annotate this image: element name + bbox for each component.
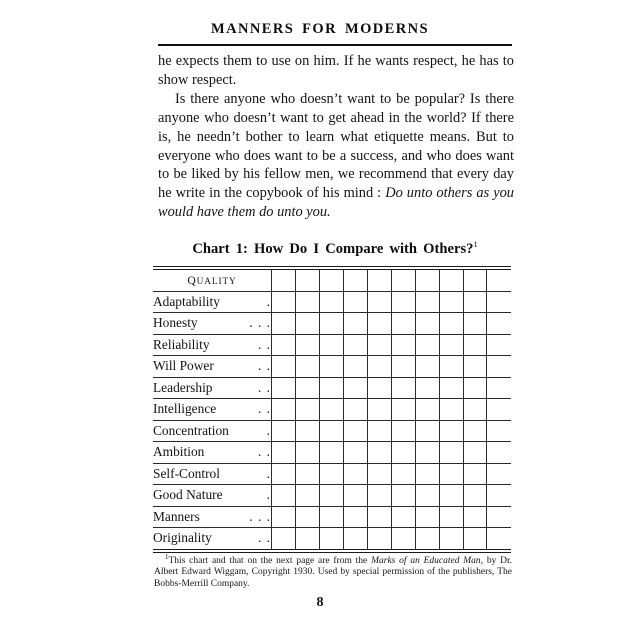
chart-cell[interactable]: [319, 313, 343, 335]
table-bottom-rule: [153, 549, 511, 553]
chart-cell[interactable]: [272, 506, 296, 528]
quality-header-rest: UALITY: [196, 277, 237, 288]
quality-label-cell: [153, 485, 272, 507]
chart-cell[interactable]: [439, 442, 463, 464]
chart-cell[interactable]: [391, 270, 415, 291]
chart-cell[interactable]: [391, 485, 415, 507]
chart-cell[interactable]: [319, 334, 343, 356]
chart-cell[interactable]: [415, 506, 439, 528]
running-head-title: MANNERS FOR MODERNS: [211, 21, 429, 37]
paragraph-2-text: Is there anyone who doesn’t want to be popular? Is there anyone who doesn’t want to get ahead in the world? If there is, he needn’t bother to learn what etiquette means. But to everyone who does want to be a success, and who does want to be liked by his fellow men, we recommend that every day he write in the copybook of his mind :: [158, 90, 514, 202]
quality-label: Originality: [153, 530, 212, 546]
chart-cell[interactable]: [439, 399, 463, 421]
chart-cell[interactable]: [415, 463, 439, 485]
chart-cell[interactable]: [415, 334, 439, 356]
chart-cell[interactable]: [272, 270, 296, 291]
table-row: [153, 377, 511, 399]
quality-header-label: [187, 274, 237, 288]
chart-cell[interactable]: [272, 528, 296, 549]
quality-label: Concentration: [153, 422, 229, 438]
chart-cell[interactable]: [343, 442, 367, 464]
chart-cell[interactable]: [343, 377, 367, 399]
chart-cell[interactable]: [343, 270, 367, 291]
chart-cell[interactable]: [391, 442, 415, 464]
chart-cell[interactable]: [367, 485, 391, 507]
chart-cell[interactable]: [272, 313, 296, 335]
dot-leader: . .: [257, 530, 271, 546]
chart-cell[interactable]: [319, 377, 343, 399]
chart-cell[interactable]: [487, 463, 511, 485]
chart-cell[interactable]: [439, 270, 463, 291]
dot-leader: .: [266, 293, 271, 309]
chart-cell[interactable]: [343, 356, 367, 378]
chart-cell[interactable]: [463, 377, 487, 399]
chart-cell[interactable]: [367, 399, 391, 421]
comparison-chart: [153, 266, 511, 553]
quality-label-cell: [153, 442, 272, 464]
quality-label: Honesty: [153, 315, 198, 331]
chart-cell[interactable]: [272, 334, 296, 356]
chart-cell[interactable]: [367, 377, 391, 399]
footnote: [154, 552, 513, 590]
chart-cell[interactable]: [295, 420, 319, 442]
dot-leader: . .: [257, 358, 271, 374]
chart-cell[interactable]: [343, 485, 367, 507]
table-row: [153, 420, 511, 442]
chart-cell[interactable]: [487, 485, 511, 507]
chart-cell[interactable]: [367, 270, 391, 291]
dot-leader: . .: [257, 336, 271, 352]
chart-cell[interactable]: [439, 313, 463, 335]
quality-label: Good Nature: [153, 487, 223, 503]
quality-label-cell: [153, 528, 272, 549]
chart-cell[interactable]: [367, 334, 391, 356]
quality-label-cell: [153, 356, 272, 378]
quality-label-cell: [153, 313, 272, 335]
chart-cell[interactable]: [391, 399, 415, 421]
chart-cell[interactable]: [415, 399, 439, 421]
chart-cell[interactable]: [272, 442, 296, 464]
chart-cell[interactable]: [463, 420, 487, 442]
chart-cell[interactable]: [415, 377, 439, 399]
quality-label: Ambition: [153, 444, 205, 460]
chart-cell[interactable]: [415, 485, 439, 507]
chart-cell[interactable]: [343, 463, 367, 485]
chart-cell[interactable]: [391, 291, 415, 313]
chart-cell[interactable]: [367, 291, 391, 313]
chart-cell[interactable]: [415, 291, 439, 313]
chart-cell[interactable]: [319, 270, 343, 291]
paragraph-1: he expects them to use on him. If he wants respect, he has to show respect.: [158, 53, 514, 88]
paragraph-2: [158, 90, 514, 222]
chart-cell[interactable]: [319, 356, 343, 378]
body-text: [158, 52, 514, 222]
chart-cell[interactable]: [487, 442, 511, 464]
chart-cell[interactable]: [343, 334, 367, 356]
dot-leader: . . .: [249, 508, 271, 524]
chart-cell[interactable]: [295, 528, 319, 549]
chart-cell[interactable]: [319, 485, 343, 507]
chart-cell[interactable]: [295, 334, 319, 356]
chart-cell[interactable]: [415, 313, 439, 335]
chart-cell[interactable]: [391, 528, 415, 549]
chart-cell[interactable]: [463, 485, 487, 507]
chart-cell[interactable]: [272, 356, 296, 378]
chart-cell[interactable]: [367, 528, 391, 549]
chart-cell[interactable]: [367, 313, 391, 335]
table-row: [153, 506, 511, 528]
chart-cell[interactable]: [415, 270, 439, 291]
chart-cell[interactable]: [487, 356, 511, 378]
chart-cell[interactable]: [295, 313, 319, 335]
quality-label-cell: [153, 463, 272, 485]
chart-cell[interactable]: [343, 420, 367, 442]
chart-cell[interactable]: [463, 463, 487, 485]
chart-cell[interactable]: [272, 463, 296, 485]
quality-label: Intelligence: [153, 401, 217, 417]
quality-header-initial: Q: [187, 274, 197, 288]
running-head: [0, 20, 640, 38]
chart-cell[interactable]: [463, 291, 487, 313]
table-row: [153, 528, 511, 549]
chart-cell[interactable]: [343, 528, 367, 549]
dot-leader: .: [266, 465, 271, 481]
chart-cell[interactable]: [487, 399, 511, 421]
chart-cell[interactable]: [319, 420, 343, 442]
chart-cell[interactable]: [439, 334, 463, 356]
chart-cell[interactable]: [463, 334, 487, 356]
dot-leader: . .: [257, 379, 271, 395]
footnote-indent: [154, 556, 165, 566]
chart-cell[interactable]: [319, 506, 343, 528]
chart-cell[interactable]: [439, 420, 463, 442]
quality-label: Leadership: [153, 379, 213, 395]
quality-label-cell: [153, 506, 272, 528]
quality-label: Self-Control: [153, 465, 220, 481]
table-row: [153, 442, 511, 464]
chart-cell[interactable]: [295, 485, 319, 507]
dot-leader: .: [266, 487, 271, 503]
quality-label-cell: [153, 399, 272, 421]
chart-cell[interactable]: [367, 463, 391, 485]
chart-cell[interactable]: [487, 528, 511, 549]
table-row: [153, 334, 511, 356]
quality-label-cell: [153, 420, 272, 442]
chart-cell[interactable]: [415, 442, 439, 464]
chart-cell[interactable]: [391, 506, 415, 528]
chart-cell[interactable]: [391, 334, 415, 356]
chart-caption-text: Chart 1: How Do I Compare with Others?: [192, 241, 474, 257]
chart-cell[interactable]: [295, 377, 319, 399]
table-row: [153, 399, 511, 421]
chart-cell[interactable]: [439, 356, 463, 378]
chart-cell[interactable]: [367, 442, 391, 464]
quality-label-cell: [153, 291, 272, 313]
chart-cell[interactable]: [439, 377, 463, 399]
footnote-marker: 1: [165, 552, 169, 561]
chart-cell[interactable]: [463, 399, 487, 421]
chart-cell[interactable]: [319, 463, 343, 485]
chart-cell[interactable]: [487, 377, 511, 399]
chart-cell[interactable]: [295, 291, 319, 313]
chart-cell[interactable]: [391, 377, 415, 399]
quality-label-cell: [153, 334, 272, 356]
chart-cell[interactable]: [439, 463, 463, 485]
chart-cell[interactable]: [343, 399, 367, 421]
chart-cell[interactable]: [343, 506, 367, 528]
chart-cell[interactable]: [487, 506, 511, 528]
chart-cell[interactable]: [319, 442, 343, 464]
chart-cell[interactable]: [319, 528, 343, 549]
footnote-book-title: Marks of an Educated Man: [371, 556, 481, 566]
chart-cell[interactable]: [367, 506, 391, 528]
dot-leader: .: [266, 422, 271, 438]
dot-leader: . .: [257, 444, 271, 460]
chart-cell[interactable]: [439, 485, 463, 507]
chart-cell[interactable]: [415, 528, 439, 549]
chart-cell[interactable]: [463, 313, 487, 335]
chart-cell[interactable]: [439, 506, 463, 528]
chart-cell[interactable]: [487, 313, 511, 335]
chart-cell[interactable]: [343, 291, 367, 313]
chart-cell[interactable]: [295, 399, 319, 421]
chart-cell[interactable]: [439, 291, 463, 313]
table-row: [153, 291, 511, 313]
page-number: 8: [316, 595, 324, 610]
header-rule: [158, 44, 512, 46]
chart-cell[interactable]: [295, 463, 319, 485]
chart-cell[interactable]: [415, 356, 439, 378]
table-body: [153, 270, 511, 549]
chart-cell[interactable]: [272, 377, 296, 399]
chart-cell[interactable]: [272, 399, 296, 421]
chart-cell[interactable]: [463, 356, 487, 378]
quality-label: Will Power: [153, 358, 214, 374]
chart-cell[interactable]: [487, 420, 511, 442]
dot-leader: . . .: [249, 315, 271, 331]
chart-cell[interactable]: [295, 506, 319, 528]
chart-cell[interactable]: [463, 506, 487, 528]
chart-cell[interactable]: [343, 313, 367, 335]
comparison-chart-table: [153, 270, 511, 549]
chart-cell[interactable]: [295, 270, 319, 291]
chart-cell[interactable]: [463, 442, 487, 464]
chart-cell[interactable]: [463, 528, 487, 549]
table-row: [153, 356, 511, 378]
dot-leader: . .: [257, 401, 271, 417]
chart-cell[interactable]: [295, 442, 319, 464]
chart-cell[interactable]: [391, 356, 415, 378]
footnote-text-1: This chart and that on the next page are from the: [168, 556, 372, 566]
chart-cell[interactable]: [272, 291, 296, 313]
chart-cell[interactable]: [367, 420, 391, 442]
table-row: [153, 313, 511, 335]
chart-cell[interactable]: [272, 485, 296, 507]
chart-cell[interactable]: [319, 399, 343, 421]
quality-label: Manners: [153, 508, 200, 524]
chart-cell[interactable]: [487, 291, 511, 313]
chart-cell[interactable]: [367, 356, 391, 378]
table-row: [153, 463, 511, 485]
chart-cell[interactable]: [439, 528, 463, 549]
footnote-text-2: , by Dr. Albert Edward Wiggam, Copyright 1930. Used by special permission of the publishers, The Bobbs-Merrill Company.: [154, 556, 513, 589]
quality-label-cell: [153, 377, 272, 399]
quality-label: Adaptability: [153, 293, 220, 309]
quality-label: Reliability: [153, 336, 210, 352]
quality-header-cell: [153, 270, 272, 291]
chart-cell[interactable]: [415, 420, 439, 442]
chart-cell[interactable]: [391, 313, 415, 335]
chart-caption: [158, 241, 512, 258]
table-header-row: [153, 270, 511, 291]
chart-cell[interactable]: [391, 420, 415, 442]
chart-cell[interactable]: [487, 270, 511, 291]
chart-cell[interactable]: [319, 291, 343, 313]
paragraph-2-quote: Do unto others as you would have them do unto you.: [158, 185, 514, 221]
table-row: [153, 485, 511, 507]
chart-cell[interactable]: [295, 356, 319, 378]
chart-cell[interactable]: [487, 334, 511, 356]
chart-cell[interactable]: [463, 270, 487, 291]
chart-cell[interactable]: [272, 420, 296, 442]
chart-cell[interactable]: [391, 463, 415, 485]
chart-caption-footnote-marker: 1: [473, 239, 478, 250]
